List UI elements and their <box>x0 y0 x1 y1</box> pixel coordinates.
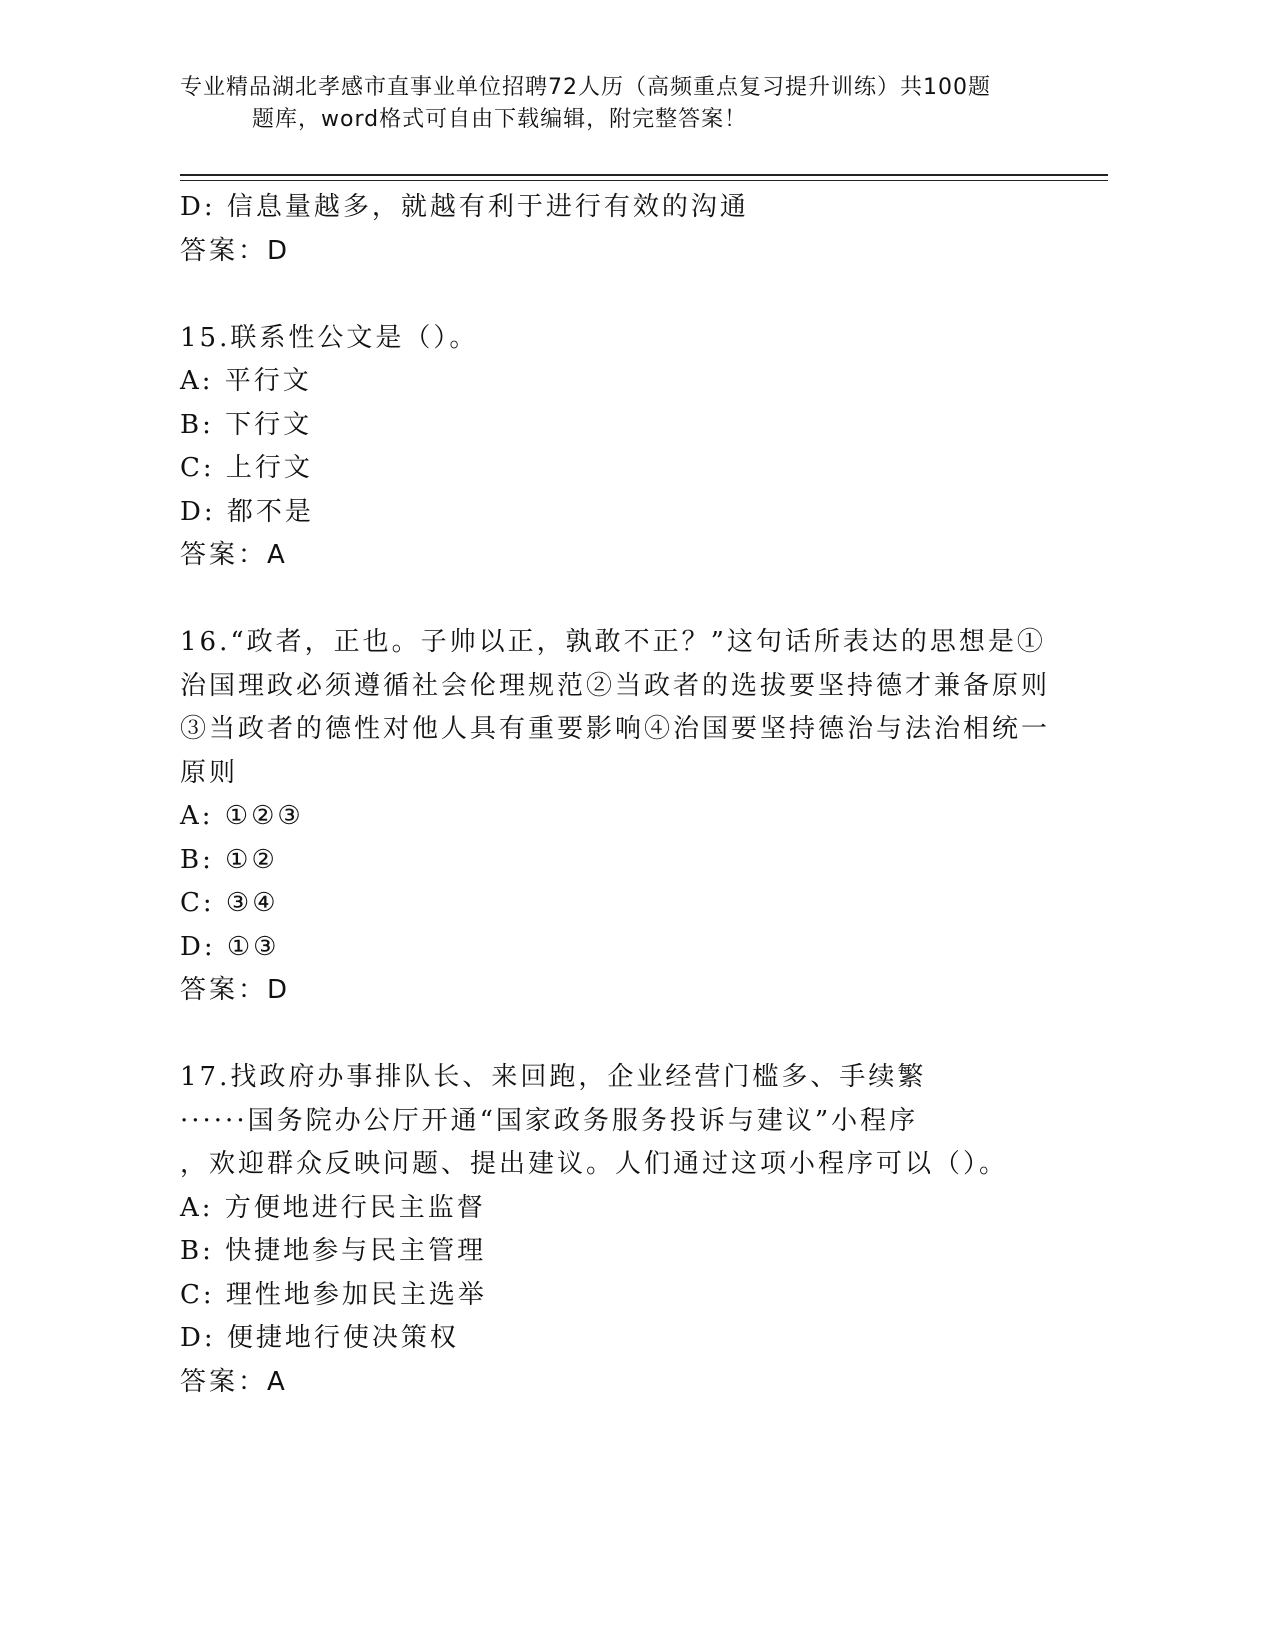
option-a: A: 方便地进行民主监督 <box>180 1192 486 1223</box>
answer-line: 答案：A <box>180 1366 288 1397</box>
question-stem-line: 原则 <box>180 757 239 788</box>
question-stem-line: 治国理政必须遵循社会伦理规范②当政者的选拔要坚持德才兼备原则 <box>180 670 1051 701</box>
answer-line: 答案：D <box>180 235 291 266</box>
option-c: C: 上行文 <box>180 453 313 483</box>
question-stem-line: ，欢迎群众反映问题、提出建议。人们通过这项小程序可以（）。 <box>180 1149 1009 1179</box>
option-a: A: ①②③ <box>180 801 304 831</box>
option-c: C: ③④ <box>180 888 279 918</box>
document-body <box>180 186 1060 1404</box>
question-17 <box>180 1056 1060 1404</box>
option-d: D: ①③ <box>180 931 280 962</box>
option-d: D: 便捷地行使决策权 <box>180 1323 459 1353</box>
option-b: B: ①② <box>180 844 278 875</box>
header-divider-thick <box>180 174 1108 176</box>
header-divider-thin <box>180 180 1108 181</box>
question-15 <box>180 317 1060 578</box>
option-d: D: 都不是 <box>180 496 314 527</box>
question-stem: 15.联系性公文是（）。 <box>180 322 479 353</box>
document-header <box>180 72 1060 136</box>
option-c: C: 理性地参加民主选举 <box>180 1279 487 1310</box>
question-stem-line: ······国务院办公厅开通“国家政务服务投诉与建议”小程序 <box>180 1105 919 1136</box>
answer-line: 答案：D <box>180 975 291 1005</box>
option-b: B: 快捷地参与民主管理 <box>180 1236 487 1266</box>
header-title-line-1: 专业精品湖北孝感市直事业单位招聘72人历（高频重点复习提升训练）共100题 <box>180 75 991 100</box>
question-stem-line: 17.找政府办事排队长、来回跑，企业经营门槛多、手续繁 <box>180 1062 927 1092</box>
answer-line: 答案：A <box>180 540 288 570</box>
option-a: A: 平行文 <box>180 366 312 396</box>
option-d: D: 信息量越多，就越有利于进行有效的沟通 <box>180 192 749 222</box>
header-title-line-2: 题库，word格式可自由下载编辑，附完整答案！ <box>252 107 748 132</box>
option-b: B: 下行文 <box>180 409 313 440</box>
question-stem-line: ③当政者的德性对他人具有重要影响④治国要坚持德治与法治相统一 <box>180 714 1051 744</box>
question-stem-line: 16.“政者，正也。子帅以正，孰敢不正？”这句话所表达的思想是① <box>180 627 1046 657</box>
question-16 <box>180 621 1060 1013</box>
